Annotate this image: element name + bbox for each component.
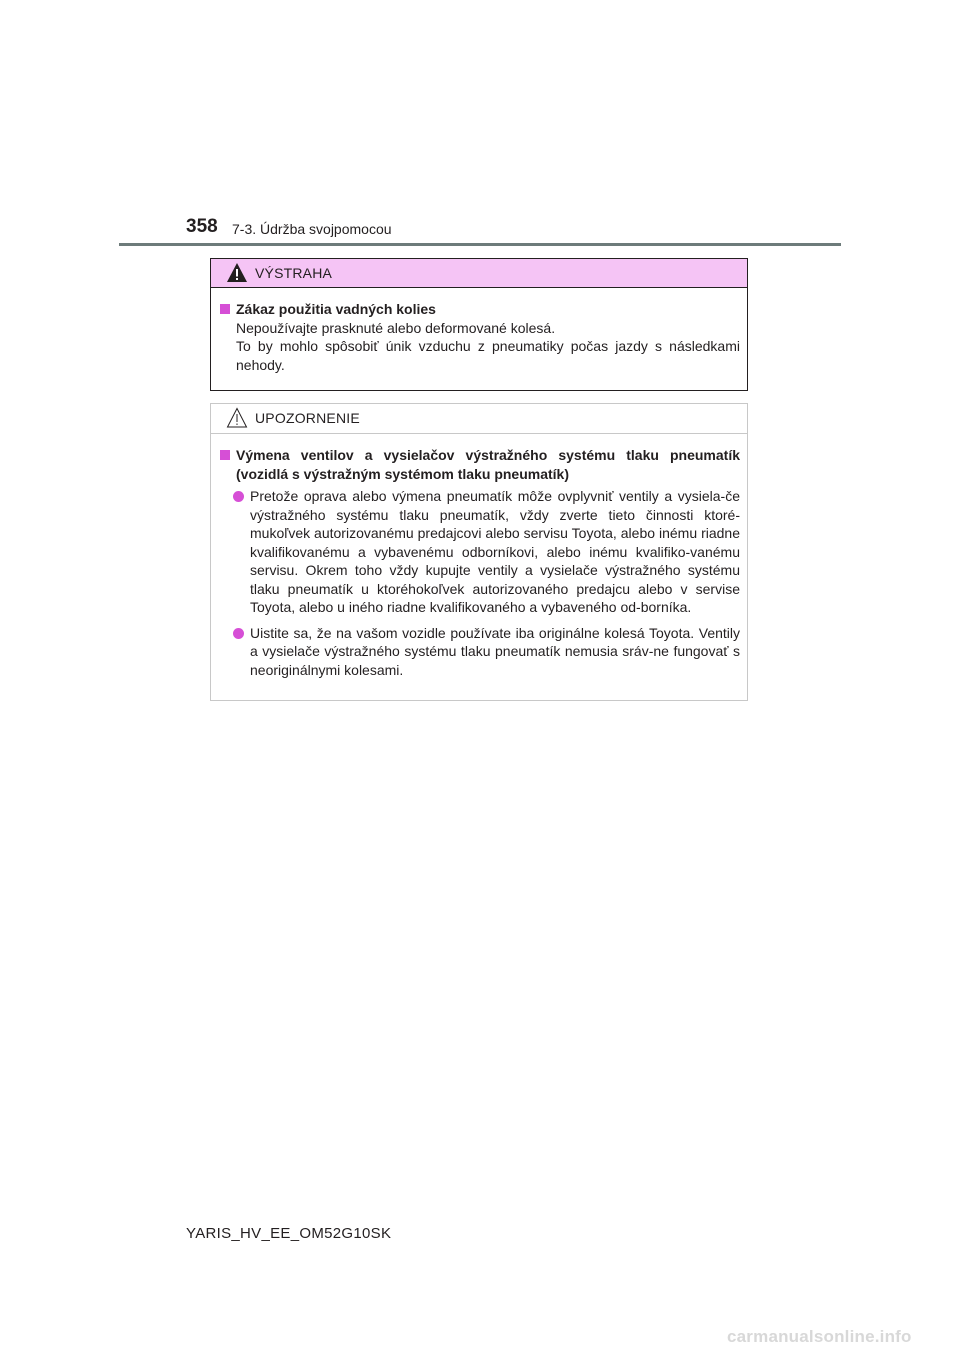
notice-bullet <box>218 487 740 617</box>
round-bullet-icon <box>233 628 244 639</box>
page-number: 358 <box>186 216 218 237</box>
square-bullet-icon <box>220 450 230 460</box>
notice-heading <box>218 446 740 483</box>
warning-header <box>211 259 747 288</box>
warning-body <box>211 288 747 374</box>
notice-bullet-text: Uistite sa, že na vašom vozidle používate iba originálne kolesá Toyota. Ventily a vysielače výstražného systému tlaku pneumatík nemusia sráv-ne fungovať s neoriginálnymi kolesami. <box>250 624 740 678</box>
warning-box <box>210 258 748 391</box>
notice-bullet <box>218 624 740 680</box>
warning-heading <box>218 300 740 319</box>
notice-bullet-text: Pretože oprava alebo výmena pneumatík môže ovplyvniť ventily a vysiela-če výstražného systému tlaku pneumatík, vždy zverte tieto činnosti ktoré-mukoľvek autorizovanému predajcovi alebo servisu Toyota, alebo inému riadne kvalifikovanému a vybavenému odborníkovi, alebo inému kvalifiko-vanému servisu. Okrem toho vždy kupujte ventily a vysielače výstražného systému tlaku pneumatík u ktoréhokoľvek autorizovaného predajcu alebo v servise Toyota, alebo u iného riadne kvalifikovaného a vybaveného od-borníka. <box>250 488 740 615</box>
notice-label: UPOZORNENIE <box>255 410 360 426</box>
warning-label: VÝSTRAHA <box>255 265 333 281</box>
watermark: carmanualsonline.info <box>727 1327 912 1346</box>
warning-filled-triangle-icon <box>226 262 248 283</box>
caution-outline-triangle-icon <box>226 407 248 428</box>
section-title: 7-3. Údržba svojpomocou <box>232 221 392 237</box>
notice-heading-text: Výmena ventilov a vysielačov výstražného systému tlaku pneumatík (vozidlá s výstražným systémom tlaku pneumatík) <box>236 447 740 482</box>
document-code: YARIS_HV_EE_OM52G10SK <box>186 1225 392 1242</box>
notice-body <box>211 434 747 679</box>
square-bullet-icon <box>220 304 230 314</box>
header-rule <box>119 243 841 246</box>
warning-line: To by mohlo spôsobiť únik vzduchu z pneumatiky počas jazdy s následkami nehody. <box>236 338 740 373</box>
notice-header <box>211 404 747 434</box>
warning-heading-text: Zákaz použitia vadných kolies <box>236 301 436 317</box>
notice-box <box>210 403 748 701</box>
round-bullet-icon <box>233 491 244 502</box>
warning-line: Nepoužívajte prasknuté alebo deformované kolesá. <box>236 319 556 336</box>
